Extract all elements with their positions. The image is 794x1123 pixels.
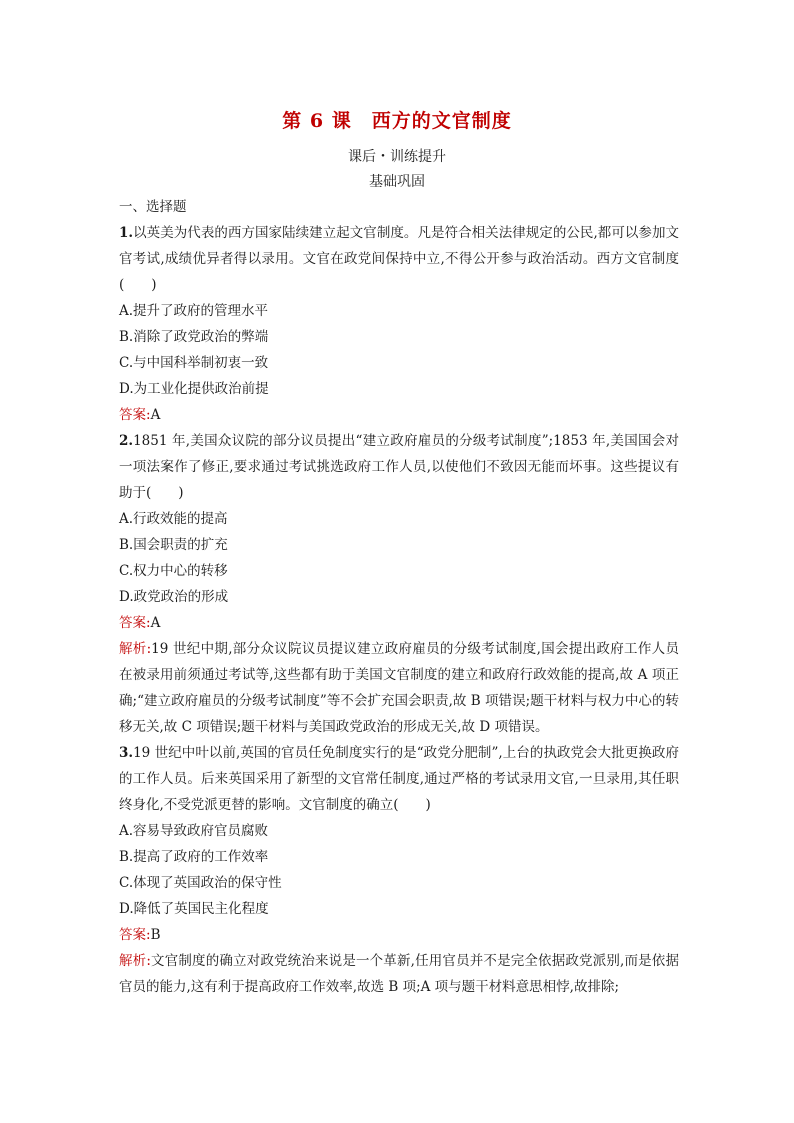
option-c: C.体现了英国政治的保守性 — [119, 875, 282, 891]
option-a: A.提升了政府的管理水平 — [119, 303, 269, 319]
content-body — [119, 194, 679, 1000]
answer-line — [119, 922, 679, 948]
answer-line — [119, 402, 679, 428]
question-text: 19 世纪中叶以前,英国的官员任免制度实行的是“政党分肥制”,上台的执政党会大批更换政府的工作人员。后来英国采用了新型的文官常任制度,通过严格的考试录用文官,一旦录用,其任职终身化,不受党派更替的影响。文官制度的确立( ) — [119, 745, 679, 813]
analysis-paragraph — [119, 636, 679, 740]
analysis-text: 19 世纪中期,部分众议院议员提议建立政府雇员的分级考试制度,国会提出政府工作人员在被录用前须通过考试等,这些都有助于美国文官制度的建立和政府行政效能的提高,故 A 项正确;“建立政府雇员的分级考试制度”等不会扩充国会职责,故 B 项错误;题干材料与权力中心的转移无关,故 C 项错误;题干材料与美国政党政治的形成无关,故 D 项错误。 — [119, 641, 679, 735]
option-d: D.为工业化提供政治前提 — [119, 381, 269, 397]
answer-label: 答案: — [119, 927, 151, 943]
option-a: A.容易导致政府官员腐败 — [119, 823, 269, 839]
question-3 — [119, 740, 679, 1000]
question-number: 3. — [119, 745, 134, 761]
section-heading: 一、选择题 — [119, 199, 187, 215]
question-stem — [119, 428, 679, 506]
option-b: B.消除了政党政治的弊端 — [119, 329, 269, 345]
option-b: B.提高了政府的工作效率 — [119, 849, 269, 865]
question-2 — [119, 428, 679, 740]
answer-label: 答案: — [119, 407, 151, 423]
option-b: B.国会职责的扩充 — [119, 537, 228, 553]
analysis-text: 文官制度的确立对政党统治来说是一个革新,任用官员并不是完全依据政党派别,而是依据官员的能力,这有利于提高政府工作效率,故选 B 项;A 项与题干材料意思相悖,故排除; — [119, 953, 679, 995]
option-c: C.权力中心的转移 — [119, 563, 228, 579]
analysis-label: 解析: — [119, 641, 152, 657]
analysis-paragraph — [119, 948, 679, 1000]
question-1 — [119, 220, 679, 428]
question-number: 1. — [119, 225, 134, 241]
option-c: C.与中国科举制初衷一致 — [119, 355, 269, 371]
answer-line — [119, 610, 679, 636]
answer-value: A — [150, 615, 161, 631]
answer-value: A — [150, 407, 161, 423]
lesson-title: 第 6 课 西方的文官制度 — [282, 110, 512, 132]
answer-label: 答案: — [119, 615, 151, 631]
question-stem — [119, 740, 679, 818]
option-d: D.降低了英国民主化程度 — [119, 901, 269, 917]
question-text: 1851 年,美国众议院的部分议员提出“建立政府雇员的分级考试制度”;1853 年,美国国会对一项法案作了修正,要求通过考试挑选政府工作人员,以使他们不致因无能而坏事。这些提议有助于( ) — [119, 433, 679, 501]
question-text: 以英美为代表的西方国家陆续建立起文官制度。凡是符合相关法律规定的公民,都可以参加文官考试,成绩优异者得以录用。文官在政党间保持中立,不得公开参与政治活动。西方文官制度( ) — [119, 225, 679, 293]
question-number: 2. — [119, 433, 134, 449]
answer-value: B — [150, 927, 161, 943]
analysis-label: 解析: — [119, 953, 151, 969]
subtitle-basic: 基础巩固 — [369, 174, 425, 190]
subtitle-after-class: 课后・训练提升 — [348, 149, 446, 165]
question-stem — [119, 220, 679, 298]
option-a: A.行政效能的提高 — [119, 511, 228, 527]
option-d: D.政党政治的形成 — [119, 589, 229, 605]
